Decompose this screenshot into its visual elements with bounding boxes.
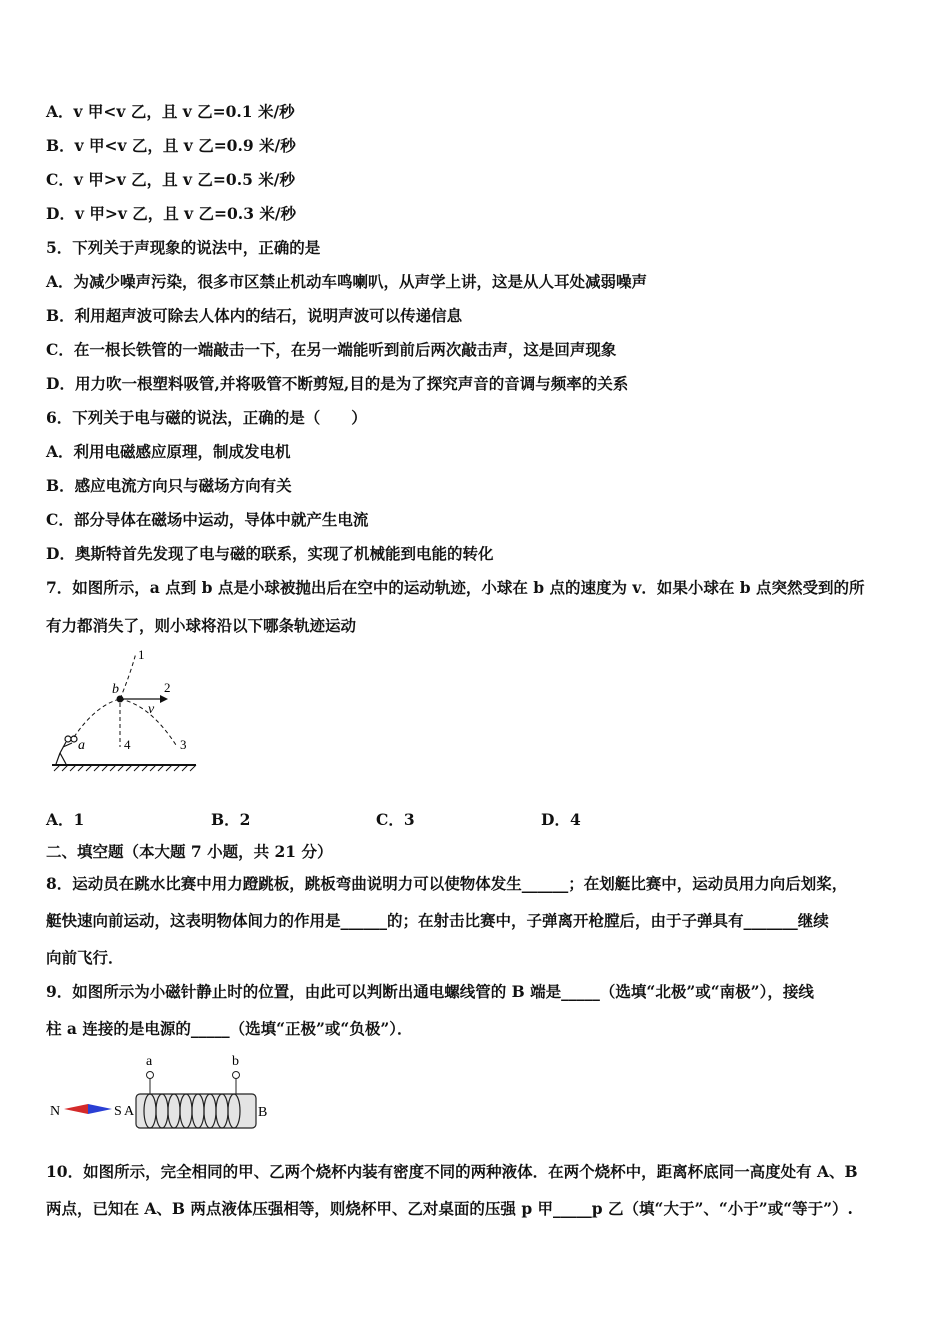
label-v: v: [148, 702, 155, 717]
q4-option-c: C．v 甲>v 乙，且 v 乙=0.5 米/秒: [46, 170, 295, 189]
label-terminal-a: a: [146, 1054, 153, 1069]
section-2-heading: 二、填空题（本大题 7 小题，共 21 分）: [46, 842, 333, 861]
terminal-b: [233, 1072, 240, 1079]
label-4: 4: [124, 737, 131, 752]
q4-option-d: D．v 甲>v 乙，且 v 乙=0.3 米/秒: [46, 204, 297, 223]
q5-option-a: A．为减少噪声污染，很多市区禁止机动车鸣喇叭，从声学上讲，这是从人耳处减弱噪声: [46, 272, 648, 291]
label-terminal-b: b: [232, 1054, 239, 1069]
q9-line1: 9．如图所示为小磁针静止时的位置，由此可以判断出通电螺线管的 B 端是_____（选填“北极”或“南极”），接线: [46, 982, 814, 1001]
q7-trajectory-figure: [46, 645, 206, 775]
q7-option-a: A．1: [46, 810, 85, 829]
q7-option-d: D．4: [541, 810, 581, 829]
q9-line2: 柱 a 连接的是电源的_____（选填“正极”或“负极”）．: [46, 1019, 413, 1038]
q5-option-b: B．利用超声波可除去人体内的结石，说明声波可以传递信息: [46, 306, 463, 325]
q6-option-b: B．感应电流方向只与磁场方向有关: [46, 476, 292, 495]
q10-line2: 两点，已知在 A、B 两点液体压强相等，则烧杯甲、乙对桌面的压强 p 甲_____p 乙（填“大于”、“小于”或“等于”）.: [46, 1199, 853, 1218]
label-3: 3: [180, 737, 187, 752]
label-S: S: [114, 1104, 122, 1119]
q7-stem-line2: 有力都消失了，则小球将沿以下哪条轨迹运动: [46, 616, 357, 635]
q7-option-b: B．2: [211, 810, 251, 829]
q6-option-c: C．部分导体在磁场中运动，导体中就产生电流: [46, 510, 369, 529]
q8-line2: 艇快速向前运动，这表明物体间力的作用是______的；在射击比赛中，子弹离开枪膛后，由于子弹具有_______继续: [46, 911, 829, 930]
thrower-figure: [56, 736, 72, 764]
q9-solenoid-figure: [46, 1050, 286, 1140]
trajectory-path-1: [120, 653, 136, 699]
q10-line1: 10．如图所示，完全相同的甲、乙两个烧杯内装有密度不同的两种液体．在两个烧杯中，距离杯底同一高度处有 A、B: [46, 1162, 858, 1181]
q8-line3: 向前飞行．: [46, 948, 124, 967]
q5-stem: 5．下列关于声现象的说法中，正确的是: [46, 238, 321, 257]
label-2: 2: [164, 680, 171, 695]
q4-option-a: A．v 甲<v 乙，且 v 乙=0.1 米/秒: [46, 102, 295, 121]
label-A: A: [124, 1104, 135, 1119]
label-1: 1: [138, 647, 145, 662]
q6-option-a: A．利用电磁感应原理，制成发电机: [46, 442, 291, 461]
q5-option-d: D．用力吹一根塑料吸管,并将吸管不断剪短,目的是为了探究声音的音调与频率的关系: [46, 374, 629, 393]
label-B: B: [258, 1105, 268, 1120]
velocity-arrowhead: [160, 695, 168, 703]
needle-north: [64, 1104, 88, 1114]
needle-south: [88, 1104, 112, 1114]
q7-option-c: C．3: [376, 810, 415, 829]
label-a: a: [78, 738, 85, 753]
label-N: N: [50, 1104, 61, 1119]
q6-stem: 6．下列关于电与磁的说法，正确的是（ ）: [46, 408, 367, 427]
trajectory-a-to-b: [74, 699, 120, 737]
terminal-a: [147, 1072, 154, 1079]
label-b: b: [112, 682, 119, 697]
q8-line1: 8．运动员在跳水比赛中用力蹬跳板，跳板弯曲说明力可以使物体发生______；在划艇比赛中，运动员用力向后划桨，: [46, 874, 848, 893]
q4-option-b: B．v 甲<v 乙，且 v 乙=0.9 米/秒: [46, 136, 296, 155]
q6-option-d: D．奥斯特首先发现了电与磁的联系，实现了机械能到电能的转化: [46, 544, 494, 563]
q5-option-c: C．在一根长铁管的一端敲击一下，在另一端能听到前后两次敲击声，这是回声现象: [46, 340, 617, 359]
q7-stem-line1: 7．如图所示，a 点到 b 点是小球被抛出后在空中的运动轨迹，小球在 b 点的速度为 v．如果小球在 b 点突然受到的所: [46, 578, 865, 597]
